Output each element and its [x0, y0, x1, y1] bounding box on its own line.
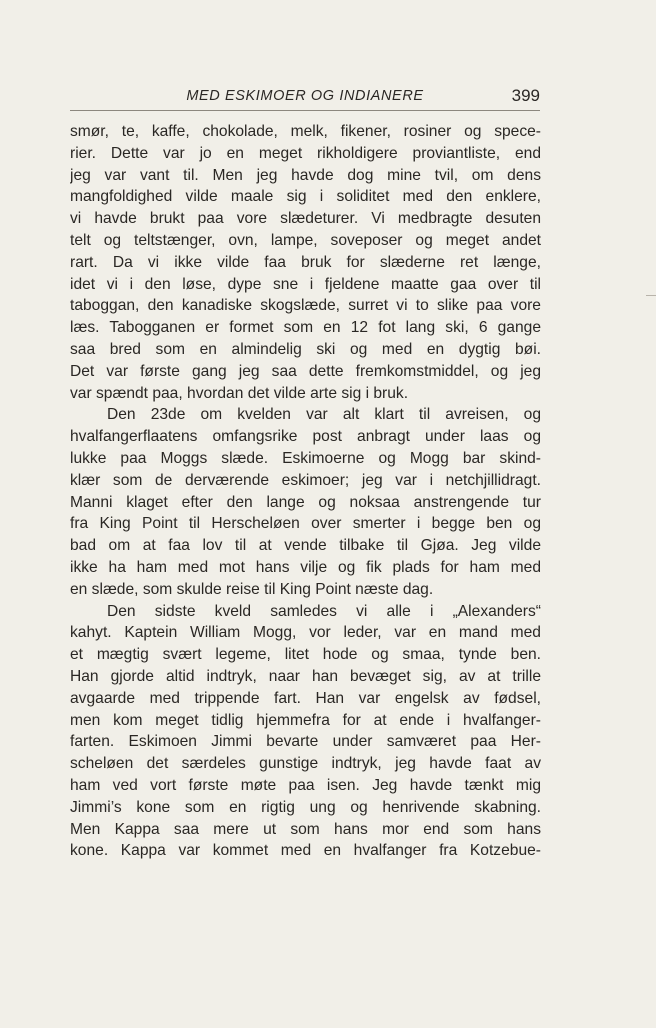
text-line: ham ved vort første møte paa isen. Jeg havde tænkt mig — [70, 776, 541, 794]
text-line: idet vi i den løse, dype sne i fjeldene maatte gaa over til — [70, 275, 541, 293]
running-title: MED ESKIMOER OG INDIANERE — [186, 88, 424, 104]
text-line: Han gjorde altid indtryk, naar han bevæget sig, av at trille — [70, 667, 541, 685]
text-line: Manni klaget efter den lange og noksaa anstrengende tur — [70, 493, 541, 511]
text-line: rier. Dette var jo en meget rikholdigere proviantliste, end — [70, 144, 541, 162]
text-line: Den sidste kveld samledes vi alle i „Alexanders“ — [107, 602, 541, 620]
text-line: lukke paa Moggs slæde. Eskimoerne og Mogg bar skind- — [70, 449, 541, 467]
text-line: var spændt paa, hvordan det vilde arte sig i bruk. — [70, 384, 409, 402]
text-line: farten. Eskimoen Jimmi bevarte under samværet paa Her- — [70, 733, 541, 751]
text-line: kone. Kappa var kommet med en hvalfanger fra Kotzebue- — [70, 842, 541, 860]
text-line: Men Kappa saa mere ut som hans mor end som hans — [70, 820, 541, 838]
text-line: smør, te, kaffe, chokolade, melk, fikener, rosiner og spece- — [70, 123, 541, 140]
text-line: fra King Point til Herscheløen over smerter i begge ben og — [70, 515, 541, 533]
text-line: Jimmi’s kone som en rigtig ung og henrivende skabning. — [70, 798, 541, 816]
text-line: saa bred som en almindelig ski og med en dygtig bøi. — [70, 340, 541, 358]
page-header — [70, 86, 540, 111]
text-line: hvalfangerflaatens omfangsrike post anbragt under laas og — [70, 428, 541, 446]
text-line: Den 23de om kvelden var alt klart til avreisen, og — [107, 406, 541, 424]
body-text — [70, 121, 541, 862]
edge-mark — [646, 295, 656, 296]
text-line: ikke ha ham med mot hans vilje og fik plads for ham med — [70, 558, 541, 576]
text-line: men kom meget tidlig hjemmefra for at ende i hvalfanger- — [70, 711, 541, 729]
text-line: scheløen det særdeles gunstige indtryk, jeg havde faat av — [70, 755, 541, 773]
text-line: jeg var vant til. Men jeg havde dog mine tvil, om dens — [70, 166, 541, 184]
text-line: læs. Tabogganen er formet som en 12 fot lang ski, 6 gange — [70, 319, 541, 337]
page-number: 399 — [511, 86, 540, 105]
text-line: taboggan, den kanadiske skogslæde, surret vi to slike paa vore — [70, 297, 541, 315]
text-line: Det var første gang jeg saa dette fremkomstmiddel, og jeg — [70, 362, 541, 380]
text-line: telt og teltstænger, ovn, lampe, soveposer og meget andet — [70, 231, 541, 249]
text-line: mangfoldighed vilde maale sig i soliditet med den enklere, — [70, 188, 541, 206]
text-line: vi havde brukt paa vore slædeturer. Vi medbragte desuten — [70, 210, 541, 228]
text-line: klær som de derværende eskimoer; jeg var i netchjillidragt. — [70, 471, 541, 489]
text-line: kahyt. Kaptein William Mogg, vor leder, var en mand med — [70, 624, 541, 642]
text-line: avgaarde med trippende fart. Han var engelsk av fødsel, — [70, 689, 541, 707]
text-line: et mægtig svært legeme, litet hode og smaa, tynde ben. — [70, 646, 541, 664]
text-line: rart. Da vi ikke vilde faa bruk for slæderne ret længe, — [70, 253, 541, 271]
text-line: bad om at faa lov til at vende tilbake til Gjøa. Jeg vilde — [70, 537, 541, 555]
text-line: en slæde, som skulde reise til King Point næste dag. — [70, 580, 434, 598]
